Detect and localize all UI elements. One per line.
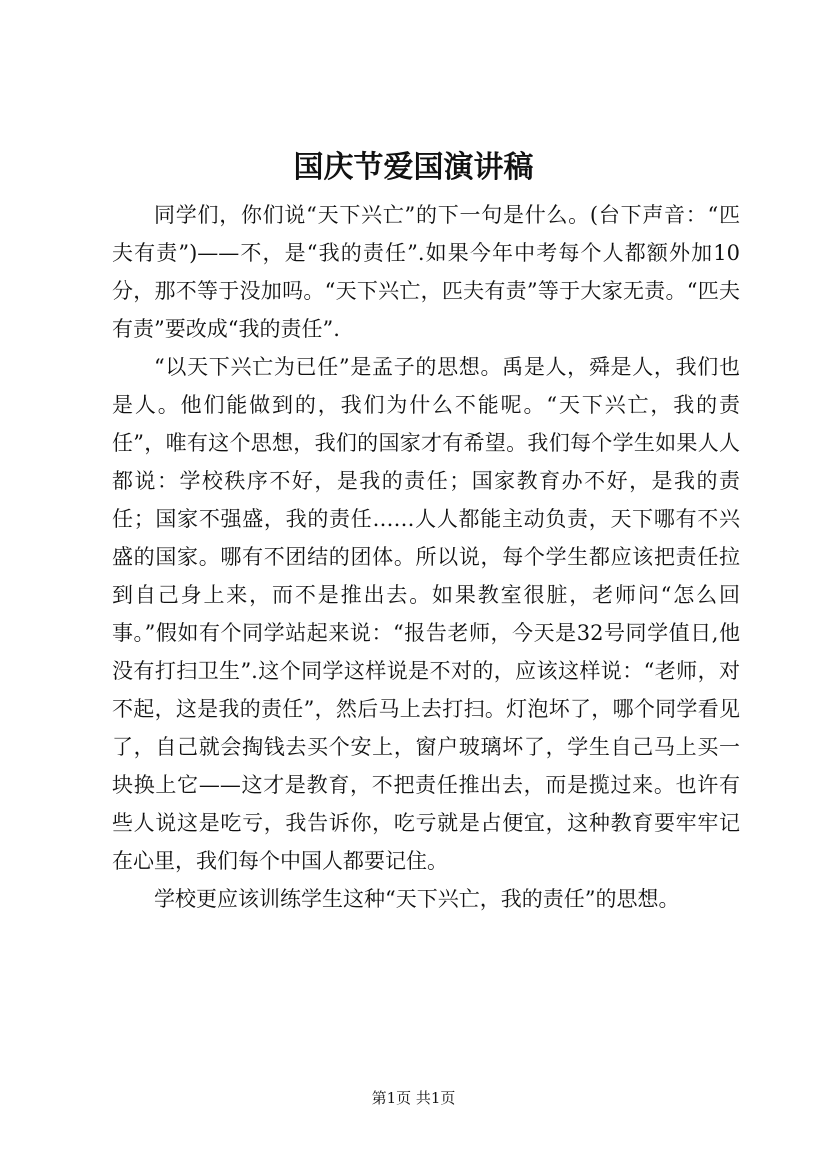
paragraph-1: 同学们，你们说“天下兴亡”的下一句是什么。(台下声音：“匹夫有责”)——不，是“我的责任”.如果今年中考每个人都额外加10分，那不等于没加吗。“天下兴亡，匹夫有责”等于大家无责。“匹夫有责”要改成“我的责任”. [112,203,740,341]
document-title: 国庆节爱国演讲稿 [293,150,534,185]
page-footer: 第1页 共1页 [371,1089,456,1107]
paragraph-3: 学校更应该训练学生这种“天下兴亡，我的责任”的思想。 [154,887,680,911]
document-body [112,196,740,918]
paragraph-2: “以天下兴亡为已任”是孟子的思想。禹是人，舜是人，我们也是人。他们能做到的，我们为什么不能呢。“天下兴亡，我的责任”，唯有这个思想，我们的国家才有希望。我们每个学生如果人人都说：学校秩序不好，是我的责任；国家教育办不好，是我的责任；国家不强盛，我的责任……人人都能主动负责，天下哪有不兴盛的国家。哪有不团结的团体。所以说，每个学生都应该把责任拉到自己身上来，而不是推出去。如果教室很脏，老师问“怎么回事。”假如有个同学站起来说：“报告老师，今天是32号同学值日,他没有打扫卫生”.这个同学这样说是不对的，应该这样说：“老师，对不起，这是我的责任”，然后马上去打扫。灯泡坏了，哪个同学看见了，自己就会掏钱去买个安上，窗户玻璃坏了，学生自己马上买一块换上它——这才是教育，不把责任推出去，而是揽过来。也许有些人说这是吃亏，我告诉你，吃亏就是占便宜，这种教育要牢牢记在心里，我们每个中国人都要记住。 [112,355,740,873]
